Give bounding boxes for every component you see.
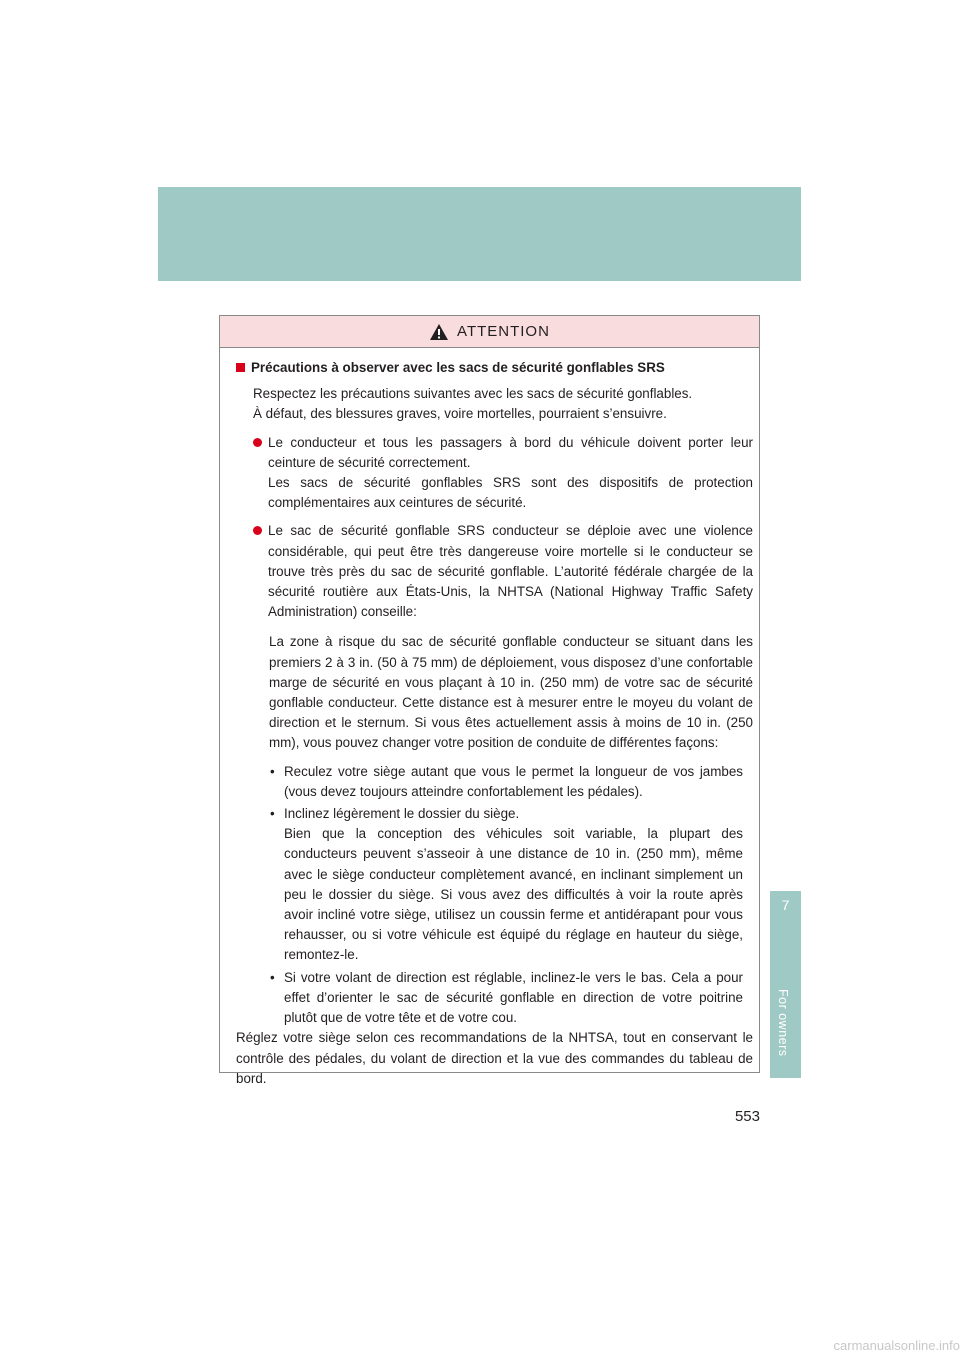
list-item-text: Si votre volant de direction est réglable, inclinez-le vers le bas. Cela a pour effet d’orienter le sac de sécurité gonflable en direction de votre poitrine plutôt que de votre tête et de votre cou. bbox=[284, 969, 743, 1026]
list-item-continuation: Bien que la conception des véhicules soit variable, la plupart des conducteurs peuvent s’asseoir à une distance de 10 in. (250 mm), même avec le siège conducteur complètement avancé, en inclinant simplement un peu le dossier du siège. Si vous avez des difficultés à voir la route après avoir incliné votre siège, utilisez un coussin ferme et antidérapant pour vous rehausser, ou si votre véhicule est équipé du réglage en hauteur du siège, remontez-le. bbox=[284, 826, 743, 963]
caution-box bbox=[219, 315, 760, 1086]
header-color-band bbox=[158, 187, 801, 281]
chapter-number: 7 bbox=[781, 897, 790, 913]
intro-line-2: À défaut, des blessures graves, voire mortelles, pourraient s’ensuivre. bbox=[253, 406, 667, 422]
intro-text bbox=[236, 384, 753, 424]
caution-title: ATTENTION bbox=[457, 323, 550, 340]
page-number: 553 bbox=[734, 1108, 760, 1125]
red-dot-icon bbox=[253, 526, 262, 535]
bullet-1-paragraph-2: Les sacs de sécurité gonflables SRS sont des dispositifs de protection complémentaires aux ceintures de sécurité. bbox=[268, 475, 753, 511]
intro-line-1: Respectez les précautions suivantes avec les sacs de sécurité gonflables. bbox=[253, 386, 693, 402]
list-bullet: • bbox=[270, 806, 275, 822]
list-bullet: • bbox=[270, 763, 275, 779]
bullet-2-paragraph-1: Le sac de sécurité gonflable SRS conducteur se déploie avec une violence considérable, qui peut être très dangereuse voire mortelle si le conducteur se trouve très près du sac de sécurité gonflable. L’autorité fédérale chargée de la sécurité routière aux États-Unis, la NHTSA (National Highway Traffic Safety Administration) conseille: bbox=[268, 523, 753, 620]
list-item-text: Reculez votre siège autant que vous le permet la longueur de vos jambes (vous devez toujours atteindre confortablement les pédales). bbox=[284, 763, 743, 799]
bullet-item-seatbelt bbox=[236, 433, 753, 514]
bullet-1-paragraph-1: Le conducteur et tous les passagers à bord du véhicule doivent porter leur ceinture de sécurité correctement. bbox=[268, 434, 753, 470]
warning-triangle-icon bbox=[429, 323, 449, 341]
list-item bbox=[236, 762, 743, 802]
adjustment-list bbox=[236, 762, 753, 1029]
nhtsa-recommendation: La zone à risque du sac de sécurité gonflable conducteur se situant dans les premiers 2 à 3 in. (50 à 75 mm) de déploiement, vous disposez d’une confortable marge de sécurité en vous plaçant à 10 in. (250 mm) de votre sac de sécurité gonflable conducteur. Cette distance est à mesurer entre le moyeu du volant de direction et le sternum. Si vous êtes actuellement assis à moins de 10 in. (250 mm), vous pouvez changer votre position de conduite de différentes façons: bbox=[269, 634, 753, 751]
watermark: carmanualsonline.info bbox=[833, 1338, 960, 1353]
chapter-side-tab[interactable] bbox=[770, 891, 801, 1078]
caution-header bbox=[220, 316, 759, 348]
chapter-label: For owners bbox=[776, 989, 790, 1057]
list-bullet: • bbox=[270, 969, 275, 985]
section-title: Précautions à observer avec les sacs de sécurité gonflables SRS bbox=[251, 360, 665, 375]
list-item bbox=[236, 968, 743, 1029]
list-item-text: Inclinez légèrement le dossier du siège. bbox=[284, 806, 520, 822]
section-heading bbox=[236, 358, 753, 378]
closing-paragraph: Réglez votre siège selon ces recommandations de la NHTSA, tout en conservant le contrôle des pédales, du volant de direction et la vue des commandes du tableau de bord. bbox=[236, 1030, 753, 1086]
red-dot-icon bbox=[253, 438, 262, 447]
bullet-item-driver-airbag bbox=[236, 521, 753, 622]
caution-content bbox=[220, 348, 759, 1089]
red-square-icon bbox=[236, 363, 245, 372]
list-item bbox=[236, 804, 743, 966]
